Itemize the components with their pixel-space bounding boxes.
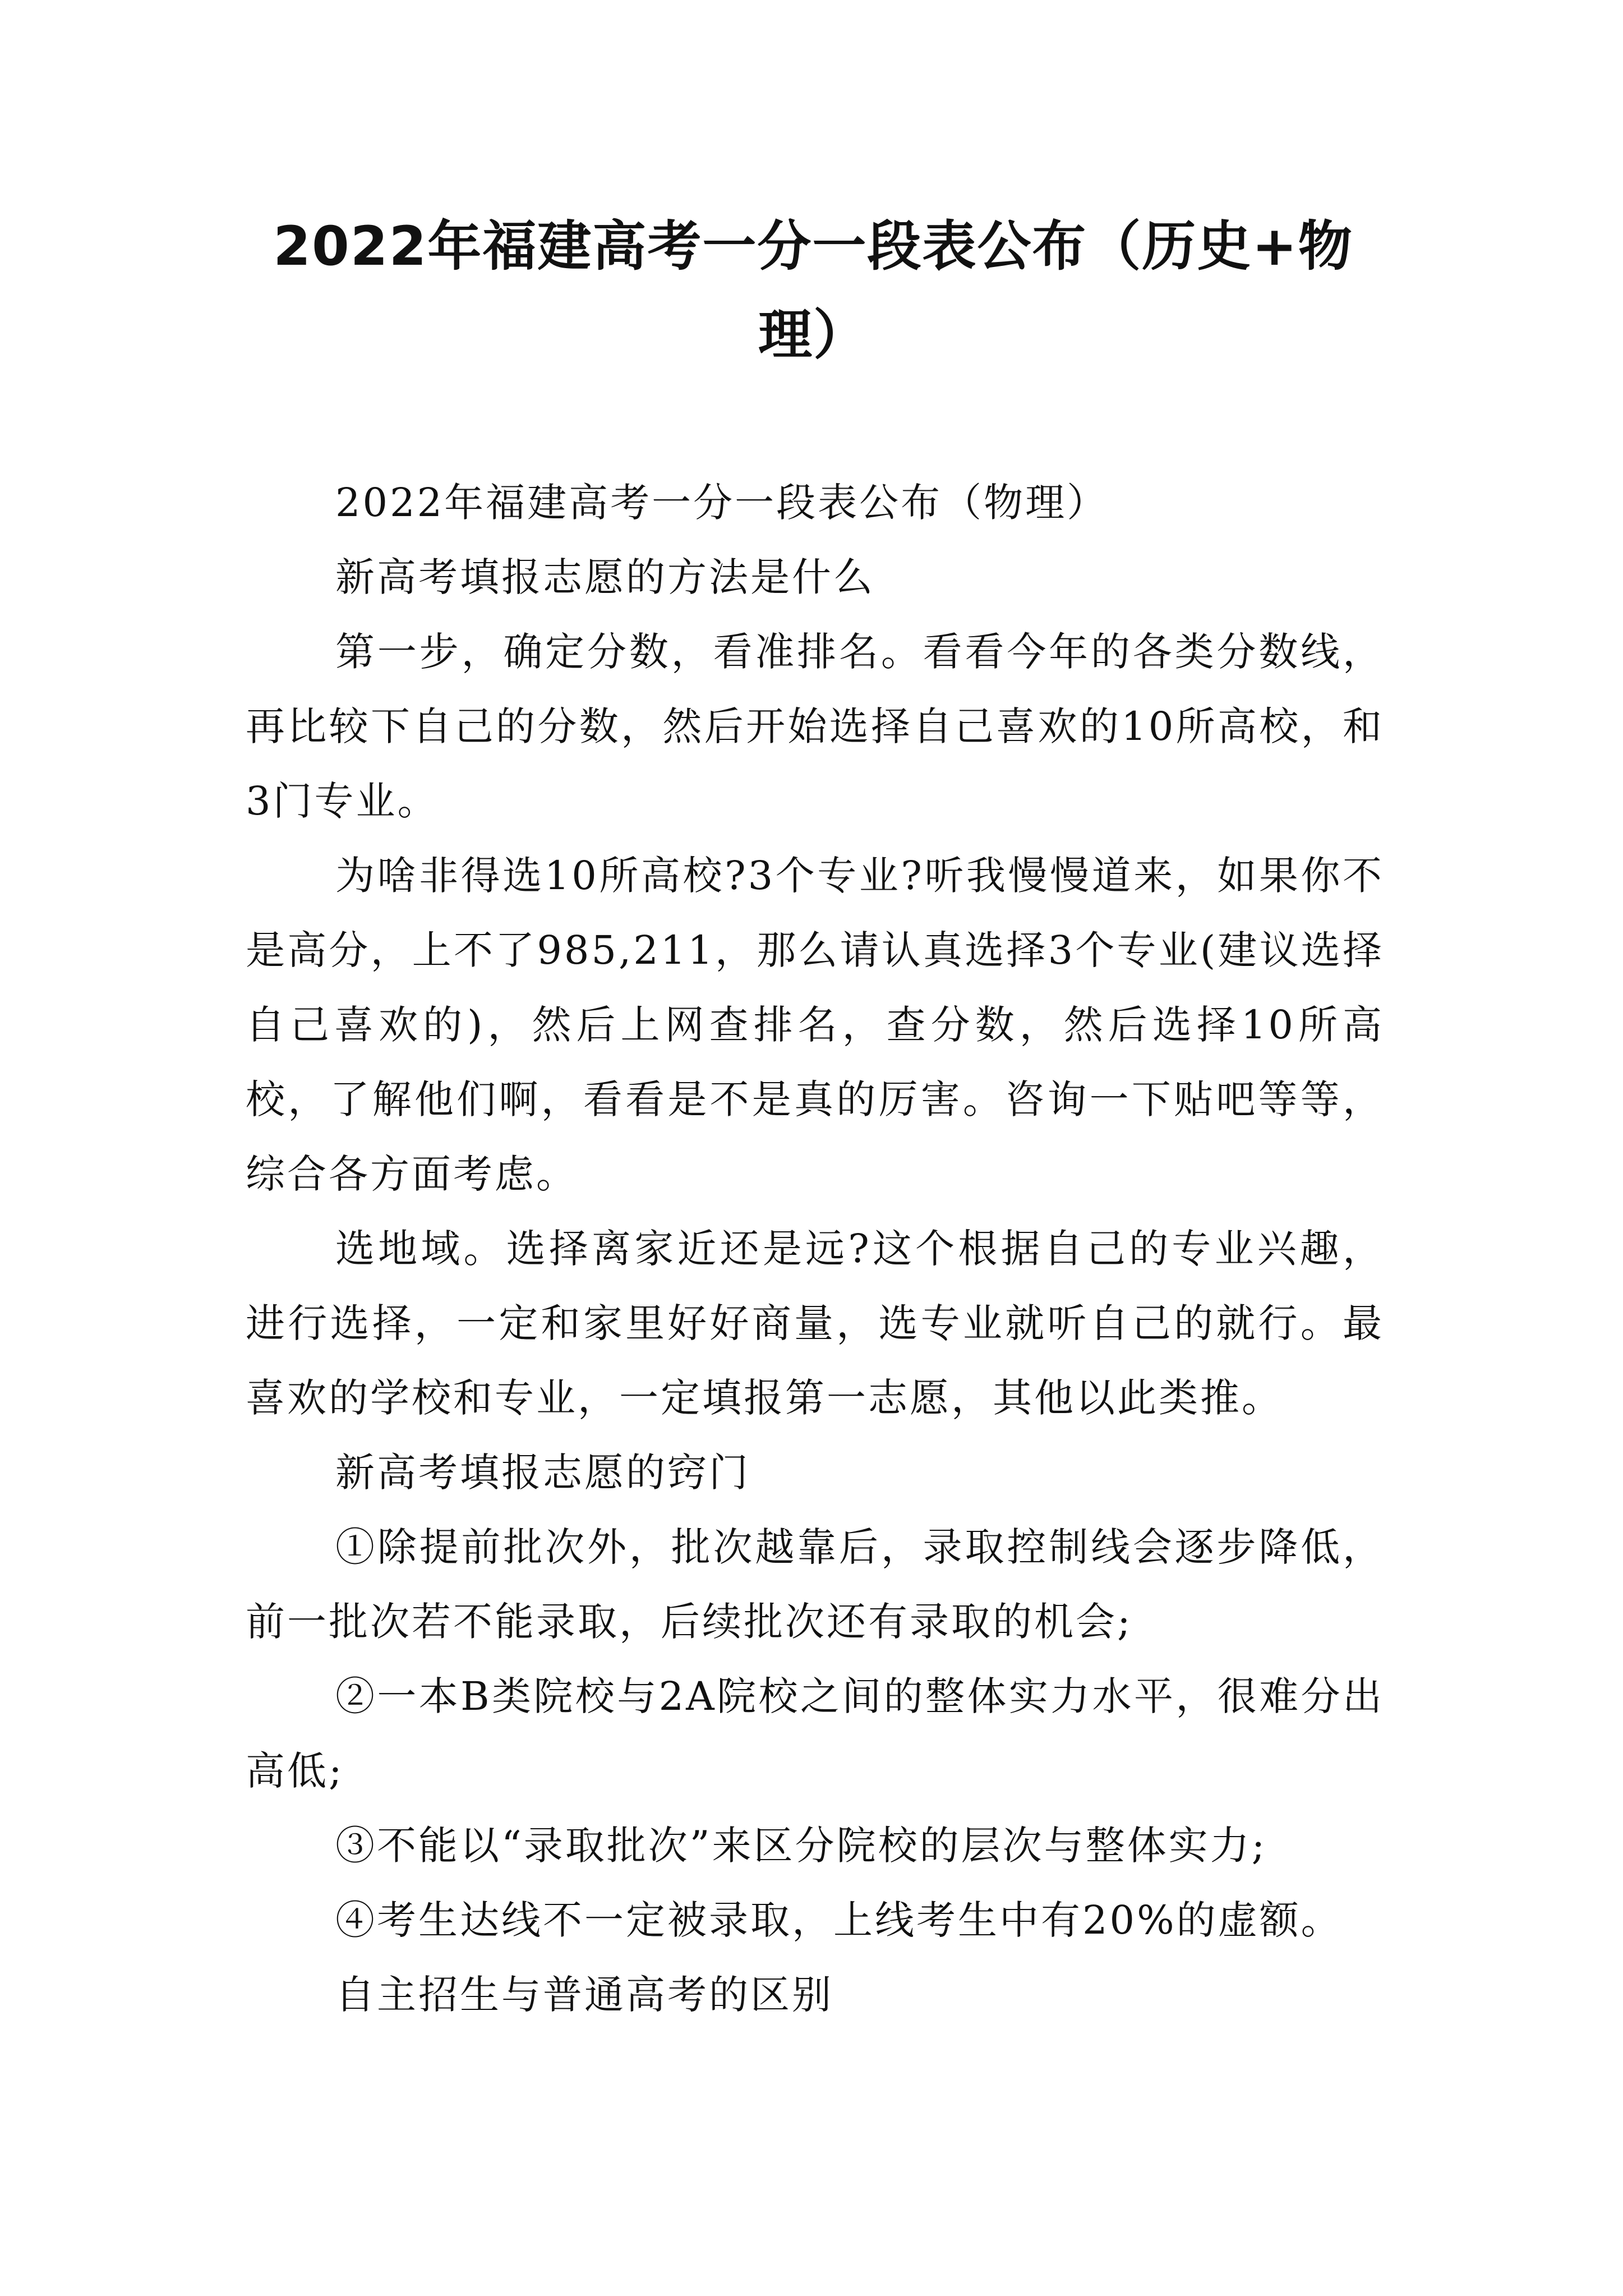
paragraph-heading-difference: 自主招生与普通高考的区别 xyxy=(335,1972,833,2018)
paragraph-heading-method: 新高考填报志愿的方法是什么 xyxy=(335,554,875,600)
paragraph-heading-tips: 新高考填报志愿的窍门 xyxy=(335,1450,750,1496)
document-title: 2022年福建高考一分一段表公布（历史+物理） xyxy=(273,215,1353,366)
paragraph-tip-1: ①除提前批次外，批次越靠后，录取控制线会逐步降低，前一批次若不能录取，后续批次还有录取的机会; xyxy=(246,1524,1384,1645)
paragraph-why-ten-schools: 为啥非得选10所高校?3个专业?听我慢慢道来，如果你不是高分，上不了985,211，那么请认真选择3个专业(建议选择自己喜欢的)，然后上网查排名，查分数，然后选择10所高校，了解他们啊，看看是不是真的厉害。咨询一下贴吧等等，综合各方面考虑。 xyxy=(246,853,1384,1197)
document-body xyxy=(246,466,1384,2032)
paragraph-subtitle: 2022年福建高考一分一段表公布（物理） xyxy=(335,480,1109,526)
paragraph-step-one: 第一步，确定分数，看准排名。看看今年的各类分数线，再比较下自己的分数，然后开始选择自己喜欢的10所高校，和3门专业。 xyxy=(246,629,1384,824)
paragraph-choose-region: 选地域。选择离家近还是远?这个根据自己的专业兴趣，进行选择，一定和家里好好商量，选专业就听自己的就行。最喜欢的学校和专业，一定填报第一志愿，其他以此类推。 xyxy=(246,1226,1384,1421)
paragraph-tip-3: ③不能以“录取批次”来区分院校的层次与整体实力; xyxy=(335,1823,1267,1869)
paragraph-tip-4: ④考生达线不一定被录取，上线考生中有20%的虚额。 xyxy=(335,1897,1343,1943)
paragraph-tip-2: ②一本B类院校与2A院校之间的整体实力水平，很难分出高低; xyxy=(246,1673,1384,1794)
